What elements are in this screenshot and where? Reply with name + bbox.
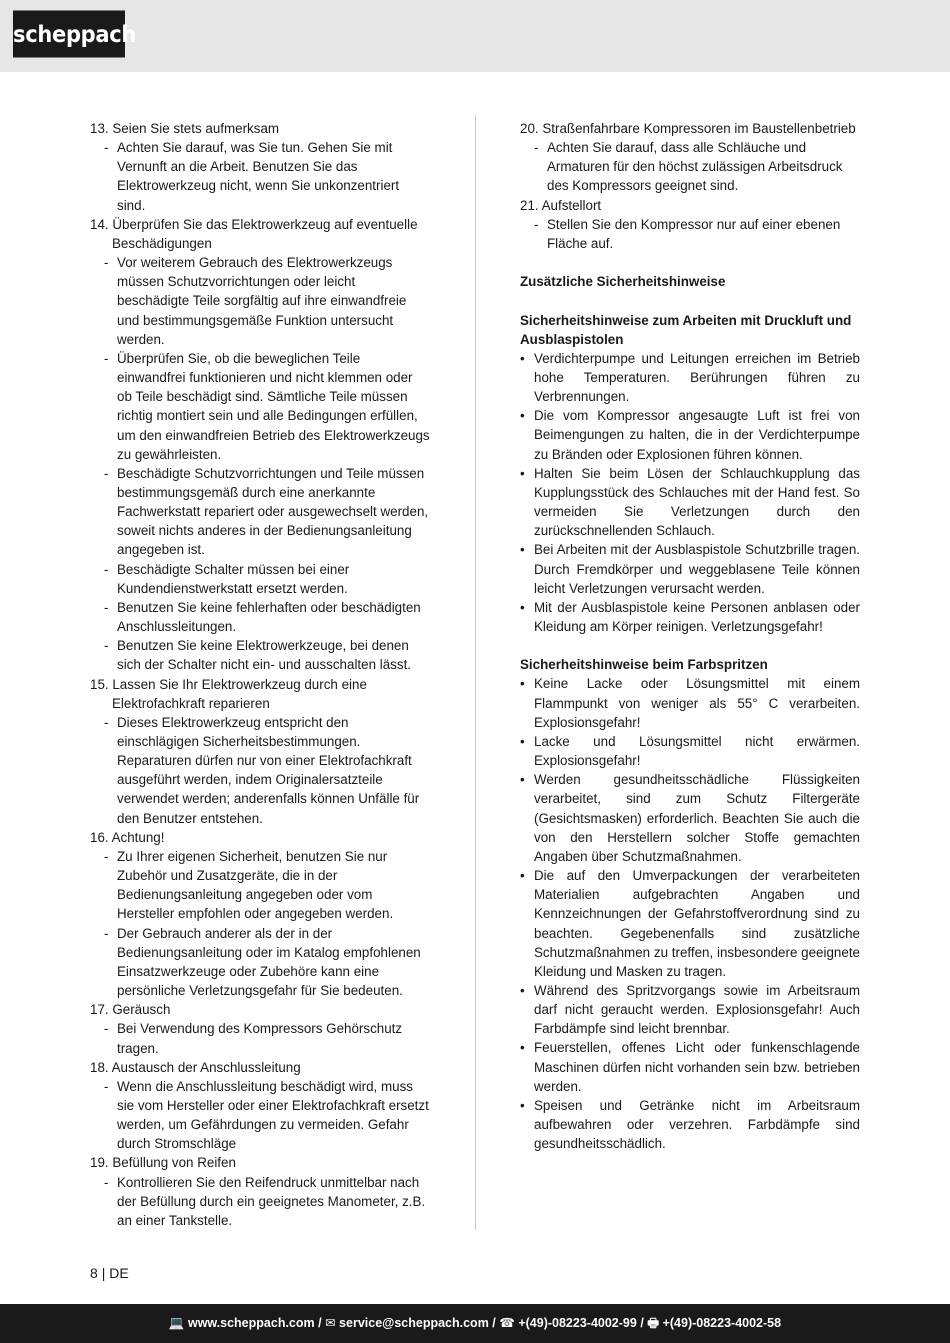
dash-marker: - [104, 465, 109, 481]
dash-list-item [90, 1077, 430, 1154]
dash-list-item [90, 713, 430, 828]
bullet-item-text: Bei Arbeiten mit der Ausblaspistole Schutzbrille tragen. Durch Fremdkörper und weggeblasene Teile können leicht Verletzungen verursacht werden. [534, 542, 860, 596]
footer-email[interactable]: service@scheppach.com [339, 1316, 489, 1330]
dash-item-text: Wenn die Anschlussleitung beschädigt wird, muss sie vom Hersteller oder einer Elektrofachkraft ersetzt werden, um Gefährdungen zu vermeiden. Gefahr durch Stromschläge [117, 1078, 429, 1152]
dash-item-text: Beschädigte Schutzvorrichtungen und Teile müssen bestimmungsgemäß durch eine anerkannte Fachwerkstatt repariert oder ausgewechselt werden, soweit nichts anderes in der Bedienungsanleitung angegeben ist. [117, 465, 429, 558]
bullet-marker: • [520, 465, 525, 481]
dash-list-item [90, 138, 430, 215]
bullet-list-item [520, 866, 860, 981]
dash-list-item [90, 924, 430, 1001]
page-language: DE [109, 1265, 129, 1281]
bullet-marker: • [520, 733, 525, 749]
dash-list-item [520, 215, 860, 253]
dash-item-text: Beschädigte Schalter müssen bei einer Kundendienstwerkstatt ersetzt werden. [117, 561, 350, 596]
dash-marker: - [104, 714, 109, 730]
dash-marker: - [104, 1021, 109, 1037]
bullet-item-text: Mit der Ausblaspistole keine Personen anblasen oder Kleidung am Körper reinigen. Verletzungsgefahr! [534, 599, 860, 635]
dash-list-item [520, 138, 860, 195]
bullet-item-text: Feuerstellen, offenes Licht oder funkenschlagende Maschinen dürfen nicht vorhanden sein bzw. betrieben werden. [534, 1040, 860, 1094]
additional-safety-heading: Zusätzliche Sicherheitshinweise [520, 274, 726, 290]
dash-list-item [90, 847, 430, 924]
phone-icon: ☎ [499, 1316, 515, 1330]
bullet-marker: • [520, 772, 525, 788]
dash-list-item [90, 560, 430, 598]
bullet-item-text: Verdichterpumpe und Leitungen erreichen im Betrieb hohe Temperaturen. Berührungen führen zu Verbrennungen. [534, 350, 860, 405]
column-divider [475, 115, 476, 1230]
painting-list [520, 674, 860, 1153]
bullet-list-item [520, 540, 860, 597]
dash-item-text: Dieses Elektrowerkzeug entspricht den einschlägigen Sicherheitsbestimmungen. Reparaturen dürfen nur von einer Elektrofachkraft ausgeführt werden, indem Originalersatzteile verwendet werden; anderenfalls können Unfälle für den Benutzer entstehen. [117, 714, 420, 826]
monitor-icon: 💻 [168, 1316, 185, 1330]
bullet-marker: • [520, 408, 525, 424]
bullet-marker: • [520, 868, 525, 884]
footer-phone[interactable]: +(49)-08223-4002-99 [518, 1316, 637, 1330]
section-title: 13. Seien Sie stets aufmerksam [90, 121, 280, 136]
dash-item-text: Achten Sie darauf, dass alle Schläuche und Armaturen für den höchst zulässigen Arbeitsdruck des Kompressors geeignet sind. [547, 140, 843, 194]
dash-list-item [90, 636, 430, 674]
dash-list-item [90, 349, 430, 464]
section-title: 17. Geräusch [90, 1002, 171, 1018]
bullet-marker: • [520, 1040, 525, 1056]
dash-marker: - [104, 1078, 109, 1094]
bullet-marker: • [520, 1097, 525, 1113]
dash-item-text: Vor weiterem Gebrauch des Elektrowerkzeugs müssen Schutzvorrichtungen oder leicht beschädigte Teile sorgfältig auf ihre einwandfreie und bestimmungsgemäße Funktion untersucht werden. [117, 255, 407, 347]
section-title: 21. Aufstellort [520, 197, 602, 213]
bullet-list-item [520, 406, 860, 463]
dash-item-text: Benutzen Sie keine fehlerhaften oder beschädigten Anschlussleitungen. [117, 599, 421, 635]
bullet-list-item [520, 464, 860, 541]
right-numbered-sections [520, 119, 860, 253]
dash-item-text: Bei Verwendung des Kompressors Gehörschutz tragen. [117, 1021, 403, 1056]
dash-item-text: Achten Sie darauf, was Sie tun. Gehen Sie mit Vernunft an die Arbeit. Benutzen Sie das Elektrowerkzeug nicht, wenn Sie unkonzentriert sind. [117, 140, 400, 213]
bullet-item-text: Keine Lacke oder Lösungsmittel mit einem Flammpunkt von weniger als 55° C verarbeiten. Explosionsgefahr! [534, 676, 860, 730]
dash-marker: - [104, 561, 109, 577]
dash-list-item [90, 464, 430, 560]
footer-website[interactable]: www.scheppach.com [187, 1316, 315, 1330]
dash-item-text: Kontrollieren Sie den Reifendruck unmittelbar nach der Befüllung durch ein geeignetes Manometer, z.B. an einer Tankstelle. [117, 1174, 426, 1228]
bullet-list-item [520, 1038, 860, 1095]
footer-fax[interactable]: +(49)-08223-4002-58 [662, 1316, 782, 1330]
footer-separator: / [492, 1316, 496, 1330]
section-title: 18. Austausch der Anschlussleitung [90, 1059, 301, 1075]
bullet-item-text: Halten Sie beim Lösen der Schlauchkupplung das Kupplungsstück des Schlauches mit der Hand fest. So vermeiden Sie Verletzungen durch den zurückschnellenden Schlauch. [534, 465, 860, 539]
section-title: 15. Lassen Sie Ihr Elektrowerkzeug durch eine Elektrofachkraft reparieren [90, 676, 367, 711]
footer-band [0, 1304, 950, 1343]
bullet-item-text: Die vom Kompressor angesaugte Luft ist frei von Beimengungen zu halten, die in der Verdichterpumpe zu Bränden oder Explosionen führen können. [534, 408, 860, 462]
footer-separator: / [640, 1316, 644, 1330]
bullet-list-item [520, 1096, 860, 1153]
bullet-item-text: Lacke und Lösungsmittel nicht erwärmen. Explosionsgefahr! [534, 733, 860, 769]
bullet-item-text: Werden gesundheitsschädliche Flüssigkeiten verarbeitet, sind zum Schutz Filtergeräte (Gesichtsmasken) erforderlich. Beachten Sie auch die von den Herstellern solcher Stoffe gemachten Angaben über Schutzmaßnahmen. [534, 772, 860, 864]
dash-marker: - [104, 599, 109, 615]
section-title: 14. Überprüfen Sie das Elektrowerkzeug auf eventuelle Beschädigungen [90, 216, 418, 251]
bullet-item-text: Die auf den Umverpackungen der verarbeiteten Materialien aufgebrachten Angaben und Kennzeichnungen der Gefahrstoffverordnung sind zu beachten. Gegebenenfalls sind zusätzliche Schutzmaßnahmen zu treffen, insbesondere geeignete Kleidung und Masken zu tragen. [534, 868, 860, 979]
header-band [0, 0, 950, 72]
dash-item-text: Der Gebrauch anderer als der in der Bedienungsanleitung oder im Katalog empfohlenen Einsatzwerkzeuge oder Zubehöre kann eine persönliche Verletzungsgefahr für Sie bedeuten. [117, 925, 421, 999]
bullet-marker: • [520, 676, 525, 692]
dash-marker: - [104, 1174, 109, 1190]
footer-separator: / [318, 1316, 322, 1330]
dash-marker: - [534, 216, 539, 232]
bullet-marker: • [520, 350, 525, 366]
page-number [90, 1264, 129, 1283]
bullet-list-item [520, 349, 860, 406]
dash-item-text: Überprüfen Sie, ob die beweglichen Teile einwandfrei funktionieren und nicht klemmen oder ob Teile beschädigt sind. Sämtliche Teile müssen richtig montiert sein und alle Bedingungen erfüllen, um den einwandfreien Betrieb des Elektrowerkzeugs zu gewährleisten. [117, 350, 430, 462]
section-title: 16. Achtung! [90, 829, 165, 845]
dash-marker: - [534, 140, 539, 156]
bullet-list-item [520, 732, 860, 770]
dash-marker: - [104, 925, 109, 941]
dash-marker: - [104, 255, 109, 271]
dash-marker: - [104, 140, 109, 156]
scheppach-logo: scheppach [13, 10, 125, 57]
bullet-list-item [520, 598, 860, 636]
fax-icon: 🖶 [647, 1316, 660, 1330]
dash-marker: - [104, 350, 109, 366]
dash-list-item [90, 1019, 430, 1057]
page-number-value: 8 [90, 1265, 98, 1281]
bullet-item-text: Speisen und Getränke nicht im Arbeitsraum aufbewahren oder verzehren. Farbdämpfe sind gesundheitsschädlich. [534, 1097, 860, 1152]
bullet-list-item [520, 981, 860, 1038]
bullet-marker: • [520, 542, 525, 558]
bullet-item-text: Während des Spritzvorgangs sowie im Arbeitsraum darf nicht geraucht werden. Explosionsgefahr! Auch Farbdämpfe sind leicht brennbar. [534, 982, 860, 1037]
dash-item-text: Zu Ihrer eigenen Sicherheit, benutzen Sie nur Zubehör und Zusatzgeräte, die in der Bedienungsanleitung angegeben oder vom Hersteller empfohlen oder angegeben werden. [117, 848, 394, 922]
dash-list-item [90, 598, 430, 636]
right-column [520, 119, 860, 1153]
bullet-list-item [520, 770, 860, 866]
dash-list-item [90, 253, 430, 349]
dash-list-item [90, 1173, 430, 1230]
bullet-marker: • [520, 982, 525, 998]
section-title: 19. Befüllung von Reifen [90, 1155, 236, 1171]
footer-contact-line [0, 1304, 950, 1343]
bullet-list-item [520, 674, 860, 731]
dash-marker: - [104, 848, 109, 864]
compressed-air-heading: Sicherheitshinweise zum Arbeiten mit Druckluft und Ausblaspistolen [520, 312, 852, 347]
dash-item-text: Benutzen Sie keine Elektrowerkzeuge, bei denen sich der Schalter nicht ein- und ausschalten lässt. [117, 638, 412, 673]
left-column [90, 119, 430, 1230]
dash-marker: - [104, 638, 109, 654]
compressed-air-list [520, 349, 860, 636]
dash-item-text: Stellen Sie den Kompressor nur auf einer ebenen Fläche auf. [547, 216, 841, 251]
bullet-marker: • [520, 599, 525, 615]
mail-icon: ✉ [325, 1316, 336, 1330]
page-separator: | [101, 1265, 106, 1281]
section-title: 20. Straßenfahrbare Kompressoren im Baustellenbetrieb [520, 121, 856, 136]
painting-heading: Sicherheitshinweise beim Farbspritzen [520, 657, 768, 673]
